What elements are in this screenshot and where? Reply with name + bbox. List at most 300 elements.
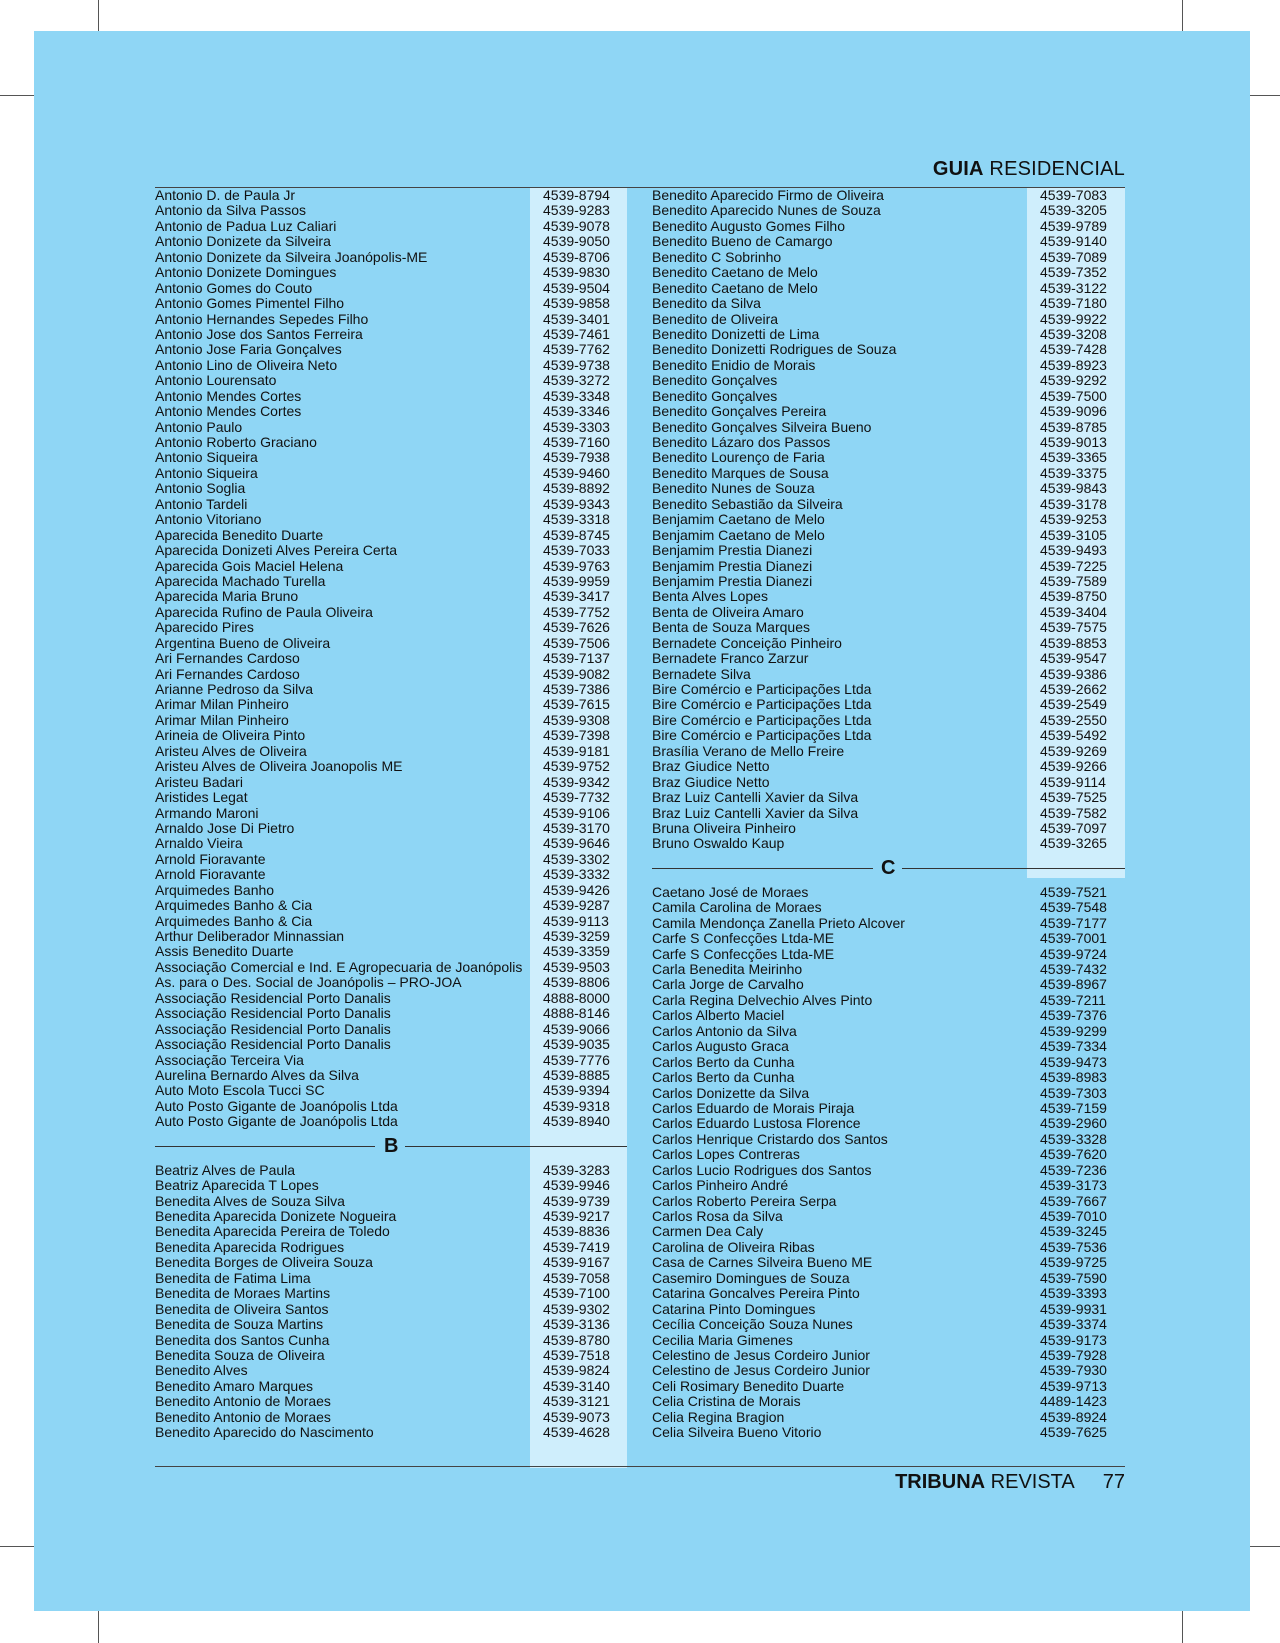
directory-entry xyxy=(155,1240,627,1255)
entry-phone: 4539-9013 xyxy=(1040,434,1107,450)
entry-phone: 4539-7100 xyxy=(543,1285,610,1302)
entry-phone: 4539-3374 xyxy=(1040,1316,1107,1333)
entry-name: Celestino de Jesus Cordeiro Junior xyxy=(652,1346,870,1363)
directory-entry xyxy=(652,620,1125,635)
directory-entry xyxy=(155,651,627,666)
directory-entry xyxy=(155,1271,627,1286)
entry-name: Associação Residencial Porto Danalis xyxy=(155,1005,391,1022)
entry-phone: 4539-7525 xyxy=(1040,789,1107,806)
entry-phone: 4539-9503 xyxy=(543,958,610,975)
directory-entry xyxy=(652,389,1125,404)
entry-phone: 4539-9066 xyxy=(543,1020,610,1037)
entry-phone: 4539-9096 xyxy=(1040,403,1107,420)
entry-name: Antonio Gomes do Couto xyxy=(155,279,313,296)
entry-name: Benedito Bueno de Camargo xyxy=(652,233,833,250)
entry-phone: 4539-9426 xyxy=(543,881,610,898)
entry-name: Benta de Souza Marques xyxy=(652,619,810,636)
entry-name: Carlos Eduardo Lustosa Florence xyxy=(652,1115,861,1132)
directory-entry xyxy=(155,589,627,604)
entry-name: Bernadete Franco Zarzur xyxy=(652,650,809,667)
left-list-b xyxy=(155,1163,627,1441)
directory-entry xyxy=(155,219,627,234)
crop-mark xyxy=(1250,95,1280,96)
entry-phone: 4539-7334 xyxy=(1040,1038,1107,1055)
entry-phone: 4539-3328 xyxy=(1040,1130,1107,1147)
entry-phone: 4539-7058 xyxy=(543,1269,610,1286)
entry-name: Arnold Fioravante xyxy=(155,850,266,867)
directory-entry xyxy=(155,1255,627,1270)
entry-name: Benedito Alves xyxy=(155,1362,248,1379)
entry-phone: 4539-3359 xyxy=(543,943,610,960)
entry-name: Benedito Antonio de Moraes xyxy=(155,1393,331,1410)
directory-entry xyxy=(652,358,1125,373)
entry-name: Carlos Berto da Cunha xyxy=(652,1069,795,1086)
entry-name: Antonio Mendes Cortes xyxy=(155,387,302,404)
header-brand-bold: GUIA xyxy=(932,158,984,180)
directory-entry xyxy=(155,991,627,1006)
directory-entry xyxy=(652,219,1125,234)
entry-name: Benedita Aparecida Pereira de Toledo xyxy=(155,1223,390,1240)
directory-entry xyxy=(155,1333,627,1348)
entry-name: Benedito Amaro Marques xyxy=(155,1377,313,1394)
entry-name: Antonio Donizete da Silveira Joanópolis-ME xyxy=(155,248,428,265)
directory-entry xyxy=(155,1163,627,1178)
directory-entry xyxy=(155,929,627,944)
directory-entry xyxy=(652,1394,1125,1409)
entry-phone: 4539-7137 xyxy=(543,650,610,667)
entry-name: Benedita Aparecida Rodrigues xyxy=(155,1238,345,1255)
entry-phone: 4539-9283 xyxy=(543,202,610,219)
entry-name: Antonio de Padua Luz Caliari xyxy=(155,217,337,234)
entry-phone: 4539-3265 xyxy=(1040,835,1107,852)
directory-entry xyxy=(652,885,1125,900)
entry-name: Bernadete Conceição Pinheiro xyxy=(652,634,842,651)
entry-phone: 4539-8940 xyxy=(543,1113,610,1130)
entry-name: Arquimedes Banho & Cia xyxy=(155,912,313,929)
entry-phone: 4539-9140 xyxy=(1040,233,1107,250)
entry-phone: 4539-9266 xyxy=(1040,758,1107,775)
entry-phone: 4539-9318 xyxy=(543,1097,610,1114)
entry-name: Benjamim Prestia Dianezi xyxy=(652,542,813,559)
directory-entry xyxy=(652,234,1125,249)
entry-name: Benedita Aparecida Donizete Nogueira xyxy=(155,1208,397,1224)
directory-entry xyxy=(652,947,1125,962)
entry-name: Benedito Aparecido Nunes de Souza xyxy=(652,202,881,219)
entry-name: Arimar Milan Pinheiro xyxy=(155,696,289,713)
entry-name: Benedita Souza de Oliveira xyxy=(155,1346,325,1363)
entry-phone: 4539-9292 xyxy=(1040,372,1107,389)
separator-line xyxy=(405,1146,627,1148)
directory-entry xyxy=(652,250,1125,265)
entry-name: Arquimedes Banho & Cia xyxy=(155,897,313,914)
directory-entry xyxy=(155,543,627,558)
entry-phone: 4539-9739 xyxy=(543,1192,610,1209)
entry-phone: 4539-7938 xyxy=(543,449,610,466)
directory-entry xyxy=(652,1147,1125,1162)
directory-entry xyxy=(652,327,1125,342)
directory-entry xyxy=(652,342,1125,357)
entry-phone: 4539-9181 xyxy=(543,742,610,759)
entry-phone: 4539-9167 xyxy=(543,1254,610,1271)
entry-phone: 4539-4628 xyxy=(543,1424,610,1441)
directory-entry xyxy=(652,1055,1125,1070)
directory-entry xyxy=(155,1286,627,1301)
entry-name: Arnaldo Vieira xyxy=(155,835,243,852)
entry-phone: 4539-9386 xyxy=(1040,665,1107,682)
entry-name: Antonio Paulo xyxy=(155,418,243,435)
entry-name: Benjamim Prestia Dianezi xyxy=(652,572,813,589)
entry-name: Benedito Marques de Sousa xyxy=(652,464,829,481)
entry-phone: 4539-9078 xyxy=(543,217,610,234)
directory-entry xyxy=(652,1194,1125,1209)
entry-name: Carolina de Oliveira Ribas xyxy=(652,1238,815,1255)
entry-name: Aurelina Bernardo Alves da Silva xyxy=(155,1066,359,1083)
entry-name: Benedito Caetano de Melo xyxy=(652,264,818,281)
entry-phone: 4539-7625 xyxy=(1040,1424,1107,1441)
entry-name: Aristeu Badari xyxy=(155,773,243,790)
directory-entry xyxy=(652,589,1125,604)
entry-phone: 4539-3205 xyxy=(1040,202,1107,219)
entry-phone: 4539-9843 xyxy=(1040,480,1107,497)
entry-phone: 4539-2662 xyxy=(1040,681,1107,697)
entry-phone: 4539-9073 xyxy=(543,1408,610,1425)
entry-phone: 4539-7589 xyxy=(1040,572,1107,589)
entry-name: Casemiro Domingues de Souza xyxy=(652,1269,850,1286)
entry-phone: 4539-7001 xyxy=(1040,930,1107,947)
directory-entry xyxy=(155,667,627,682)
entry-name: Brasília Verano de Mello Freire xyxy=(652,742,845,759)
entry-name: Antonio Mendes Cortes xyxy=(155,403,302,420)
entry-phone: 4539-3173 xyxy=(1040,1177,1107,1194)
entry-name: Benedito Donizetti Rodrigues de Souza xyxy=(652,341,897,358)
entry-name: Benjamim Caetano de Melo xyxy=(652,526,825,543)
entry-phone: 4539-7575 xyxy=(1040,619,1107,636)
entry-phone: 4539-7752 xyxy=(543,603,610,620)
directory-entry xyxy=(155,821,627,836)
directory-entry xyxy=(652,1379,1125,1394)
entry-phone: 4539-9824 xyxy=(543,1362,610,1379)
entry-name: Carlos Augusto Graca xyxy=(652,1038,789,1055)
entry-phone: 4539-3346 xyxy=(543,403,610,420)
entry-name: Benedito Nunes de Souza xyxy=(652,480,815,497)
crop-mark xyxy=(1182,0,1183,31)
entry-phone: 4489-1423 xyxy=(1040,1393,1107,1410)
directory-entry xyxy=(652,404,1125,419)
entry-name: Catarina Goncalves Pereira Pinto xyxy=(652,1285,860,1302)
directory-entry xyxy=(652,636,1125,651)
entry-phone: 4539-9343 xyxy=(543,495,610,512)
entry-name: Carlos Donizette da Silva xyxy=(652,1084,810,1101)
directory-entry xyxy=(155,466,627,481)
entry-name: As. para o Des. Social de Joanópolis – PRO-JOA xyxy=(155,974,462,991)
directory-entry xyxy=(652,1302,1125,1317)
directory-entry xyxy=(652,312,1125,327)
entry-phone: 4539-7386 xyxy=(543,681,610,697)
entry-phone: 4539-5492 xyxy=(1040,727,1107,744)
entry-name: Casa de Carnes Silveira Bueno ME xyxy=(652,1254,873,1271)
entry-phone: 4539-7667 xyxy=(1040,1192,1107,1209)
entry-phone: 4539-9738 xyxy=(543,356,610,373)
entry-name: Bruna Oliveira Pinheiro xyxy=(652,819,796,836)
footer-brand-rest: REVISTA xyxy=(990,1471,1075,1493)
entry-name: Antonio Vitoriano xyxy=(155,511,262,528)
crop-mark xyxy=(0,1546,34,1547)
directory-entry xyxy=(155,1410,627,1425)
entry-name: Bire Comércio e Participações Ltda xyxy=(652,681,872,697)
entry-name: Antonio Soglia xyxy=(155,480,246,497)
entry-phone: 4539-7010 xyxy=(1040,1208,1107,1224)
entry-name: Carlos Antonio da Silva xyxy=(652,1022,797,1039)
entry-phone: 4539-7033 xyxy=(543,542,610,559)
entry-name: Carlos Henrique Cristardo dos Santos xyxy=(652,1130,888,1147)
entry-phone: 4539-3332 xyxy=(543,866,610,883)
directory-entry xyxy=(652,977,1125,992)
entry-phone: 4539-9752 xyxy=(543,758,610,775)
entry-phone: 4539-3105 xyxy=(1040,526,1107,543)
entry-name: Cecília Conceição Souza Nunes xyxy=(652,1316,853,1333)
directory-entry xyxy=(652,605,1125,620)
entry-name: Benedito Aparecido do Nascimento xyxy=(155,1424,374,1441)
entry-name: Antonio Siqueira xyxy=(155,464,258,481)
directory-entry xyxy=(155,682,627,697)
entry-phone: 4539-7582 xyxy=(1040,804,1107,821)
entry-name: Benedito Lourenço de Faria xyxy=(652,449,825,466)
entry-phone: 4539-9460 xyxy=(543,464,610,481)
entry-phone: 4539-2550 xyxy=(1040,711,1107,728)
directory-entry xyxy=(652,559,1125,574)
entry-phone: 4539-7177 xyxy=(1040,914,1107,931)
entry-name: Arimar Milan Pinheiro xyxy=(155,711,289,728)
directory-entry xyxy=(155,806,627,821)
entry-phone: 4539-9830 xyxy=(543,264,610,281)
entry-phone: 4539-8750 xyxy=(1040,588,1107,605)
directory-entry xyxy=(155,1363,627,1378)
directory-entry xyxy=(652,188,1125,203)
entry-phone: 4539-7548 xyxy=(1040,899,1107,916)
entry-phone: 4539-3259 xyxy=(543,928,610,944)
entry-name: Carlos Lucio Rodrigues dos Santos xyxy=(652,1161,872,1178)
directory-entry xyxy=(155,960,627,975)
directory-entry xyxy=(155,312,627,327)
entry-name: Aparecida Rufino de Paula Oliveira xyxy=(155,603,373,620)
entry-phone: 4539-7762 xyxy=(543,341,610,358)
directory-entry xyxy=(155,481,627,496)
directory-entry xyxy=(652,1209,1125,1224)
entry-phone: 4539-9504 xyxy=(543,279,610,296)
entry-name: Carla Benedita Meirinho xyxy=(652,961,803,977)
right-column xyxy=(652,188,1125,1441)
entry-name: Bire Comércio e Participações Ltda xyxy=(652,711,872,728)
directory-entry xyxy=(155,559,627,574)
directory-entry xyxy=(155,574,627,589)
entry-name: Benedito Caetano de Melo xyxy=(652,279,818,296)
directory-entry xyxy=(155,1114,627,1129)
entry-name: Braz Giudice Netto xyxy=(652,758,770,775)
directory-entry xyxy=(155,852,627,867)
entry-phone: 4539-7180 xyxy=(1040,295,1107,312)
entry-phone: 4539-9547 xyxy=(1040,650,1107,667)
directory-entry xyxy=(652,993,1125,1008)
entry-name: Ari Fernandes Cardoso xyxy=(155,650,300,667)
directory-entry xyxy=(155,697,627,712)
directory-entry xyxy=(155,373,627,388)
entry-phone: 4539-7428 xyxy=(1040,341,1107,358)
directory-entry xyxy=(155,250,627,265)
directory-entry xyxy=(652,759,1125,774)
entry-name: Benedito Gonçalves Silveira Bueno xyxy=(652,418,872,435)
entry-name: Carlos Rosa da Silva xyxy=(652,1208,783,1224)
entry-phone: 4539-8836 xyxy=(543,1223,610,1240)
entry-phone: 4539-9394 xyxy=(543,1082,610,1099)
directory-entry xyxy=(155,775,627,790)
directory-entry xyxy=(155,1379,627,1394)
entry-name: Benta Alves Lopes xyxy=(652,588,768,605)
directory-entry xyxy=(155,389,627,404)
entry-name: Celi Rosimary Benedito Duarte xyxy=(652,1377,845,1394)
directory-entry xyxy=(652,962,1125,977)
directory-entry xyxy=(652,528,1125,543)
entry-name: Arquimedes Banho xyxy=(155,881,275,898)
entry-name: Benedita Alves de Souza Silva xyxy=(155,1192,345,1209)
directory-entry xyxy=(652,1363,1125,1378)
entry-phone: 4539-7928 xyxy=(1040,1346,1107,1363)
directory-entry xyxy=(652,821,1125,836)
directory-entry xyxy=(155,1006,627,1021)
entry-phone: 4539-8785 xyxy=(1040,418,1107,435)
section-separator-c xyxy=(652,852,1125,885)
entry-name: Camila Mendonça Zanella Prieto Alcover xyxy=(652,914,905,931)
entry-phone: 4539-7159 xyxy=(1040,1099,1107,1116)
directory-entry xyxy=(155,404,627,419)
entry-name: Benedita de Souza Martins xyxy=(155,1316,324,1333)
entry-phone: 4539-9050 xyxy=(543,233,610,250)
entry-name: Argentina Bueno de Oliveira xyxy=(155,634,331,651)
entry-name: Celia Cristina de Morais xyxy=(652,1393,801,1410)
right-list-c xyxy=(652,885,1125,1441)
entry-name: Benedito Augusto Gomes Filho xyxy=(652,217,846,234)
entry-name: Aristeu Alves de Oliveira xyxy=(155,742,307,759)
entry-name: Benedito Antonio de Moraes xyxy=(155,1408,331,1425)
directory-entry xyxy=(155,620,627,635)
directory-entry xyxy=(155,1425,627,1440)
entry-phone: 4539-7506 xyxy=(543,634,610,651)
entry-phone: 4539-9646 xyxy=(543,835,610,852)
directory-entry xyxy=(155,898,627,913)
entry-name: Antonio Siqueira xyxy=(155,449,258,466)
entry-phone: 4539-3365 xyxy=(1040,449,1107,466)
entry-phone: 4539-7615 xyxy=(543,696,610,713)
directory-entry xyxy=(155,1083,627,1098)
entry-phone: 4539-3121 xyxy=(543,1393,610,1410)
separator-line xyxy=(652,868,873,870)
entry-phone: 4539-9269 xyxy=(1040,742,1107,759)
entry-phone: 4539-3245 xyxy=(1040,1223,1107,1240)
header-title xyxy=(933,158,1125,181)
directory-entry xyxy=(155,728,627,743)
directory-entry xyxy=(155,203,627,218)
directory-entry xyxy=(155,1099,627,1114)
entry-name: Benjamim Prestia Dianezi xyxy=(652,557,813,574)
directory-entry xyxy=(155,836,627,851)
directory-entry xyxy=(652,1163,1125,1178)
directory-entry xyxy=(155,975,627,990)
directory-entry xyxy=(652,1086,1125,1101)
directory-entry xyxy=(155,358,627,373)
header-brand-rest: RESIDENCIAL xyxy=(989,158,1125,180)
right-list-b xyxy=(652,188,1125,852)
directory-entry xyxy=(155,1394,627,1409)
entry-phone: 4539-3417 xyxy=(543,588,610,605)
entry-name: Braz Luiz Cantelli Xavier da Silva xyxy=(652,789,859,806)
directory-entry xyxy=(155,1194,627,1209)
entry-phone: 4539-8706 xyxy=(543,248,610,265)
directory-entry xyxy=(652,1425,1125,1440)
entry-name: Aparecida Machado Turella xyxy=(155,572,326,589)
directory-entry xyxy=(155,883,627,898)
entry-phone: 4539-8885 xyxy=(543,1066,610,1083)
directory-entry xyxy=(652,497,1125,512)
entry-phone: 4539-3283 xyxy=(543,1161,610,1178)
entry-phone: 4539-9082 xyxy=(543,665,610,682)
entry-name: Antonio Jose dos Santos Ferreira xyxy=(155,325,363,342)
entry-name: Benedito Sebastião da Silveira xyxy=(652,495,843,512)
entry-phone: 4539-9724 xyxy=(1040,945,1107,962)
directory-entry xyxy=(652,1224,1125,1239)
entry-phone: 4539-8794 xyxy=(543,187,610,203)
directory-entry xyxy=(155,1348,627,1363)
entry-phone: 4539-9713 xyxy=(1040,1377,1107,1394)
entry-name: Benjamim Caetano de Melo xyxy=(652,511,825,528)
directory-entry xyxy=(155,327,627,342)
entry-phone: 4539-3302 xyxy=(543,850,610,867)
entry-phone: 4539-3303 xyxy=(543,418,610,435)
entry-phone: 4539-7303 xyxy=(1040,1084,1107,1101)
crop-mark xyxy=(0,95,34,96)
directory-entry xyxy=(155,188,627,203)
entry-phone: 4539-2549 xyxy=(1040,696,1107,713)
entry-phone: 4539-3404 xyxy=(1040,603,1107,620)
directory-entry xyxy=(652,1240,1125,1255)
entry-name: Benedito Enidio de Morais xyxy=(652,356,816,373)
entry-phone: 4539-7461 xyxy=(543,325,610,342)
entry-phone: 4539-7097 xyxy=(1040,819,1107,836)
entry-name: Aparecida Gois Maciel Helena xyxy=(155,557,344,574)
directory-entry xyxy=(652,916,1125,931)
entry-name: Carfe S Confecções Ltda-ME xyxy=(652,930,835,947)
entry-phone: 4539-7518 xyxy=(543,1346,610,1363)
directory-entry xyxy=(155,867,627,882)
directory-entry xyxy=(652,697,1125,712)
directory-entry xyxy=(155,528,627,543)
directory-entry xyxy=(652,512,1125,527)
directory-entry xyxy=(155,1053,627,1068)
entry-phone: 4539-2960 xyxy=(1040,1115,1107,1132)
entry-name: Celia Regina Bragion xyxy=(652,1408,785,1425)
entry-phone: 4539-7089 xyxy=(1040,248,1107,265)
entry-phone: 4539-8983 xyxy=(1040,1069,1107,1086)
directory-entry xyxy=(155,512,627,527)
entry-name: Carfe S Confecções Ltda-ME xyxy=(652,945,835,962)
footer-brand-bold: TRIBUNA xyxy=(895,1471,986,1493)
entry-name: Benedito Donizetti de Lima xyxy=(652,325,820,342)
directory-entry xyxy=(155,1209,627,1224)
entry-name: Aristides Legat xyxy=(155,789,248,806)
entry-phone: 4539-9253 xyxy=(1040,511,1107,528)
entry-phone: 4539-7398 xyxy=(543,727,610,744)
entry-phone: 4539-9287 xyxy=(543,897,610,914)
entry-name: Aparecida Maria Bruno xyxy=(155,588,299,605)
directory-entry xyxy=(652,1132,1125,1147)
